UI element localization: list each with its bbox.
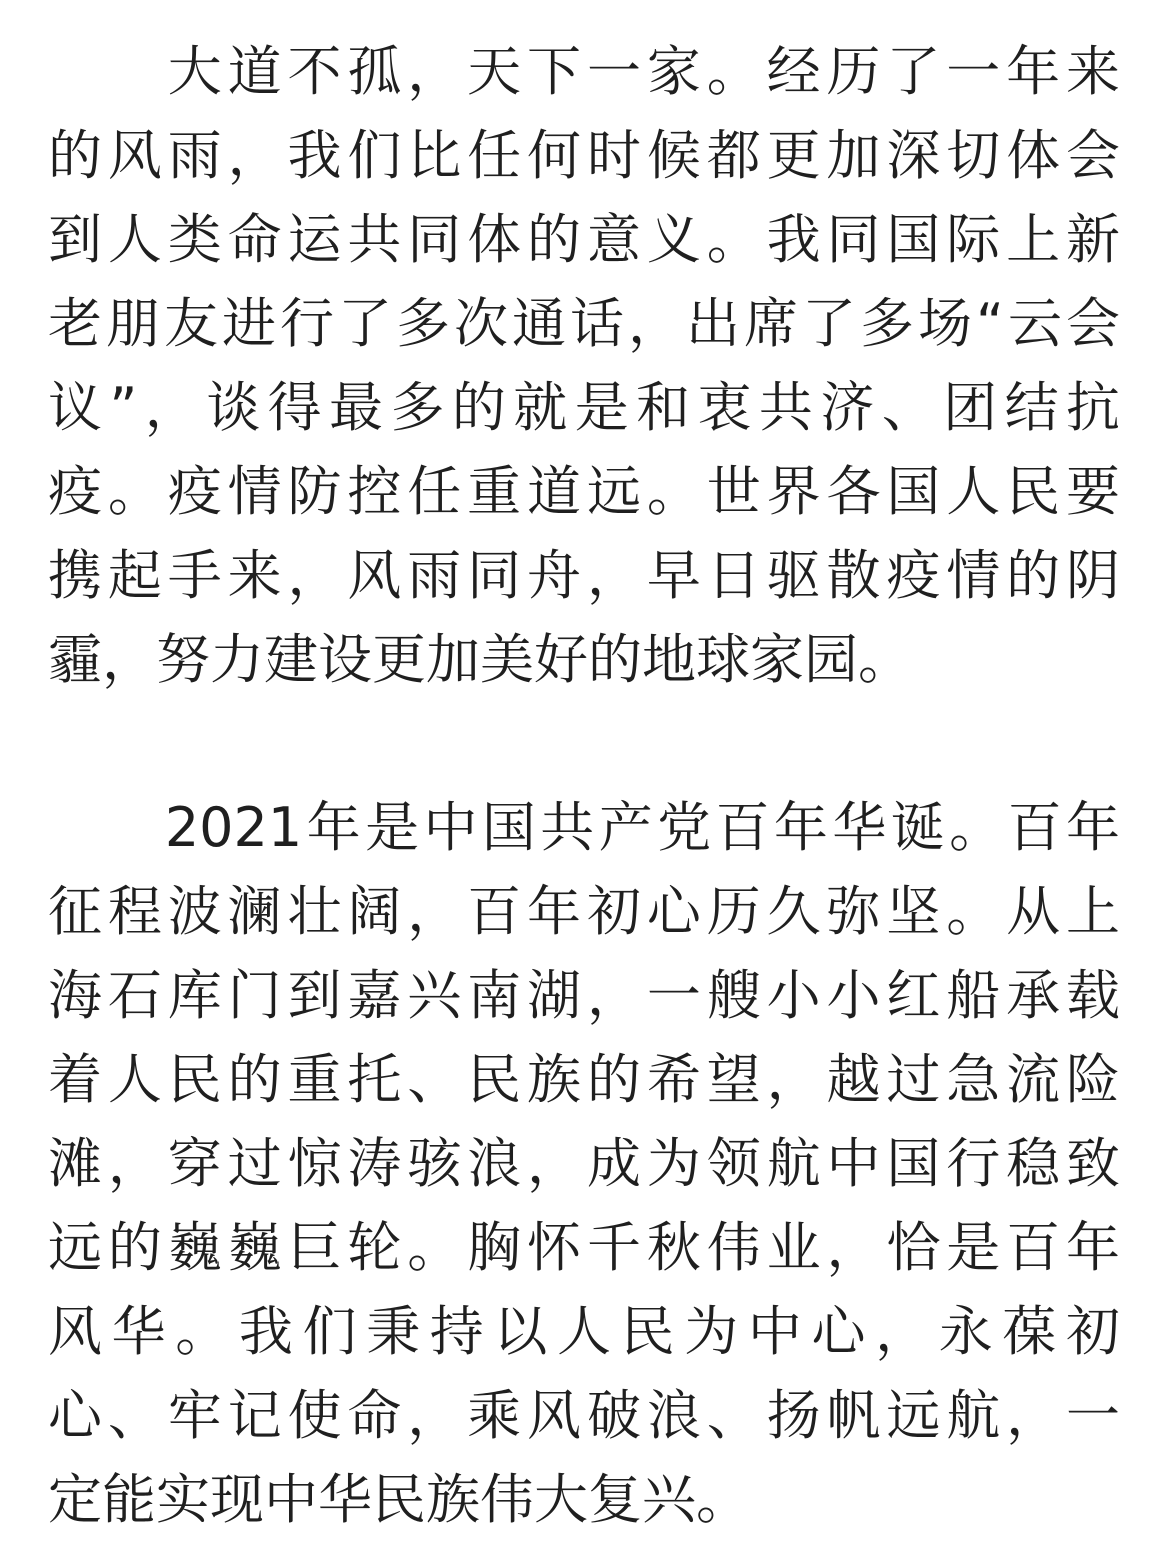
text-line: 霾，努力建设更加美好的地球家园。 [48, 628, 912, 691]
paragraph-1 [48, 30, 1120, 702]
text-line: 到人类命运共同体的意义。我同国际上新 [48, 208, 1120, 271]
text-line: 的风雨，我们比任何时候都更加深切体会 [48, 124, 1120, 187]
text-line: 远的巍巍巨轮。胸怀千秋伟业，恰是百年 [48, 1216, 1120, 1279]
article-body [48, 30, 1120, 1542]
text-line: 心、牢记使命，乘风破浪、扬帆远航，一 [48, 1384, 1120, 1447]
text-line: 滩，穿过惊涛骇浪，成为领航中国行稳致 [48, 1132, 1120, 1195]
text-line: 征程波澜壮阔，百年初心历久弥坚。从上 [48, 880, 1120, 943]
text-line: 大道不孤，天下一家。经历了一年来 [48, 40, 1120, 103]
text-line: 风华。我们秉持以人民为中心，永葆初 [48, 1300, 1120, 1363]
text-line: 海石库门到嘉兴南湖，一艘小小红船承载 [48, 964, 1120, 1027]
text-line: 疫。疫情防控任重道远。世界各国人民要 [48, 460, 1120, 523]
text-line: 议”，谈得最多的就是和衷共济、团结抗 [48, 376, 1120, 439]
text-line: 携起手来，风雨同舟，早日驱散疫情的阴 [48, 544, 1120, 607]
paragraph-2 [48, 786, 1120, 1542]
text-line: 老朋友进行了多次通话，出席了多场“云会 [48, 292, 1120, 355]
text-line: 着人民的重托、民族的希望，越过急流险 [48, 1048, 1120, 1111]
text-line: 2021年是中国共产党百年华诞。百年 [48, 796, 1120, 859]
text-line: 定能实现中华民族伟大复兴。 [48, 1468, 750, 1531]
